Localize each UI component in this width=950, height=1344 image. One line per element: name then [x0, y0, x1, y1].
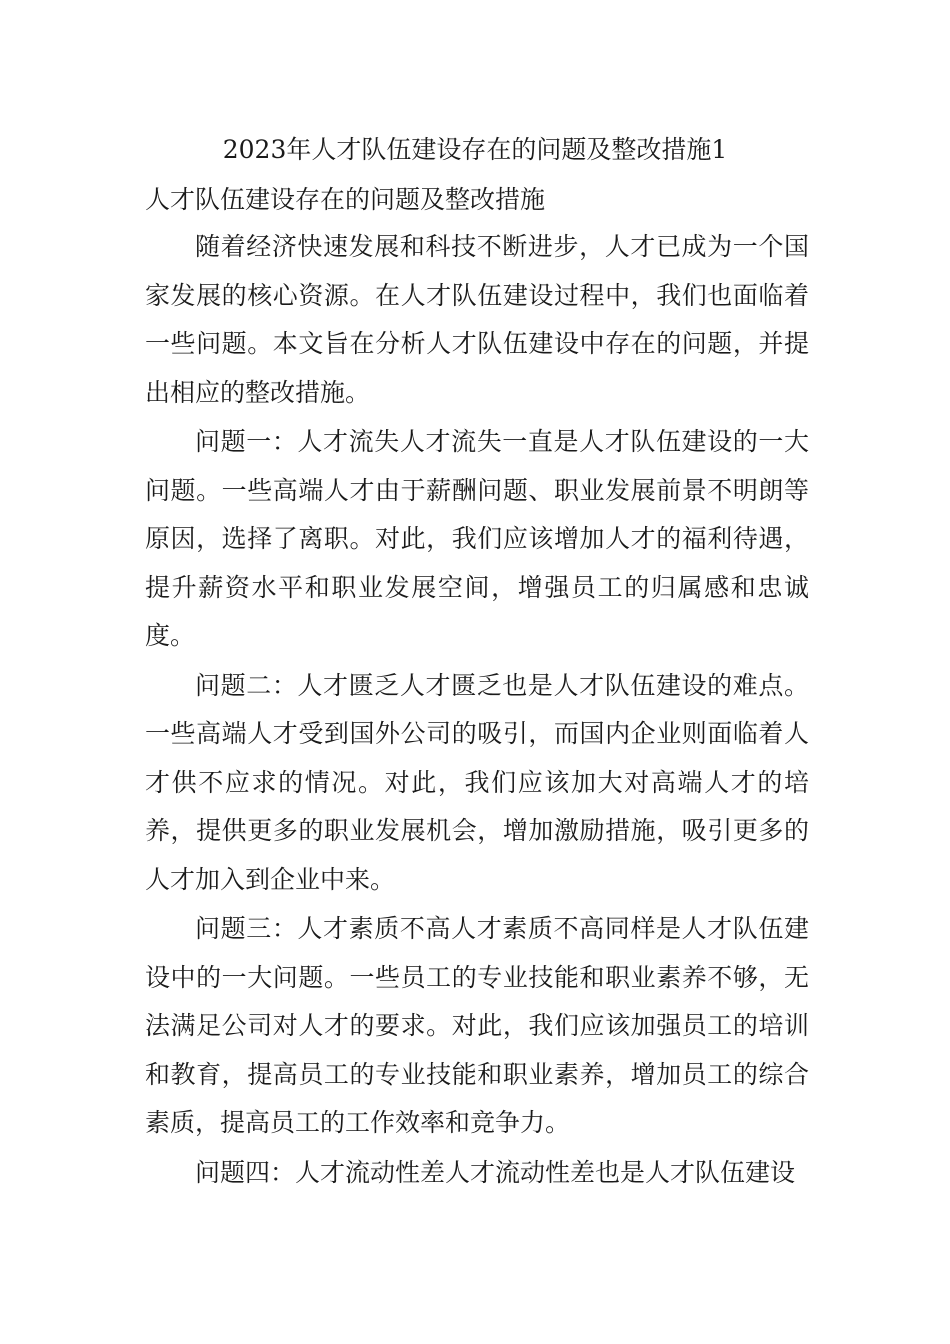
paragraph-problem-2: 问题二：人才匮乏人才匮乏也是人才队伍建设的难点。一些高端人才受到国外公司的吸引，而国内企业则面临着人才供不应求的情况。对此，我们应该加大对高端人才的培养，提供更多的职业发展机会，增加激励措施，吸引更多的人才加入到企业中来。: [145, 670, 809, 894]
paragraph-problem-4: 问题四：人才流动性差人才流动性差也是人才队伍建设: [195, 1157, 796, 1187]
document-title: 2023年人才队伍建设存在的问题及整改措施1: [222, 135, 728, 164]
paragraph-problem-1: 问题一：人才流失人才流失一直是人才队伍建设的一大问题。一些高端人才由于薪酬问题、职业发展前景不明朗等原因，选择了离职。对此，我们应该增加人才的福利待遇，提升薪资水平和职业发展空间，增强员工的归属感和忠诚度。: [145, 427, 809, 650]
paragraph-problem-3: 问题三：人才素质不高人才素质不高同样是人才队伍建设中的一大问题。一些员工的专业技能和职业素养不够，无法满足公司对人才的要求。对此，我们应该加强员工的培训和教育，提高员工的专业技能和职业素养，增加员工的综合素质，提高员工的工作效率和竞争力。: [145, 914, 809, 1137]
paragraph-intro: 随着经济快速发展和科技不断进步，人才已成为一个国家发展的核心资源。在人才队伍建设过程中，我们也面临着一些问题。本文旨在分析人才队伍建设中存在的问题，并提出相应的整改措施。: [145, 232, 809, 407]
document-body: [145, 223, 809, 1197]
document-subtitle: 人才队伍建设存在的问题及整改措施: [145, 185, 546, 214]
